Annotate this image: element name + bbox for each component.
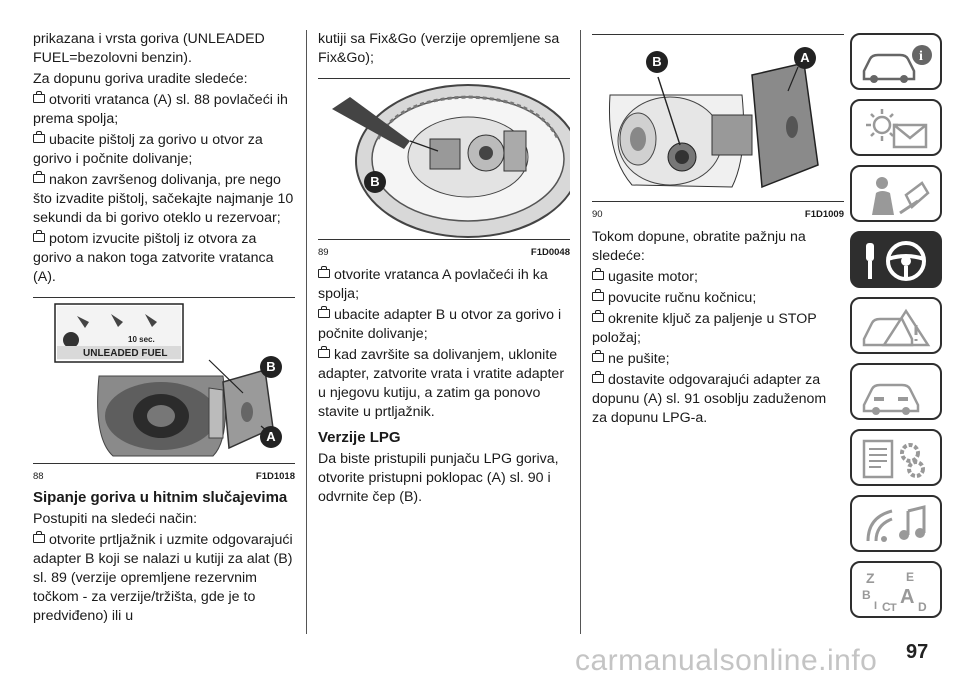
technical-data-icon [860, 437, 934, 481]
page-number: 97 [906, 641, 929, 663]
tab-warning-lights[interactable] [850, 99, 942, 156]
bullet-item: ugasite motor; [592, 268, 844, 287]
bullet-item: otvorite vratanca A povlačeći ih ka spolja; [318, 267, 548, 302]
bullet-item: dostavite odgovarajući adapter za dopunu (A) sl. 91 osoblju zaduženom za dopunu LPG-a. [592, 372, 827, 426]
callout-b: B [260, 356, 282, 378]
paragraph: kutiji sa Fix&Go (verzije opremljene sa Fix&Go); [318, 31, 560, 66]
bullet-icon [33, 534, 45, 543]
bullet-item: povucite ručnu kočnicu; [592, 289, 844, 308]
callout-b: B [646, 51, 668, 73]
warning-lights-message-icon [860, 107, 934, 151]
bullet-icon [33, 134, 45, 143]
figure-number: 88 [33, 471, 44, 482]
section-heading: Sipanje goriva u hitnim slučajevima [33, 489, 288, 506]
tab-multimedia[interactable] [850, 495, 942, 552]
figure-caption [33, 468, 295, 482]
bullet-item: kad završite sa dolivanjem, uklonite adapter, zatvorite vrata i vratite adapter u njegovu kutiju, a zatim ga ponovo stavite u prtljažnik. [318, 347, 565, 420]
callout-b: B [364, 171, 386, 193]
bullet-icon [318, 269, 330, 278]
tab-starting-driving[interactable] [850, 231, 942, 288]
index-letter: C [882, 600, 891, 613]
column-1 [33, 30, 295, 628]
maintenance-icon [860, 371, 934, 415]
bullet-icon [318, 349, 330, 358]
column-divider [580, 30, 581, 634]
paragraph: Tokom dopune, obratite pažnju na sledeće: [592, 229, 806, 264]
bullet-icon [592, 374, 604, 383]
index-letter: D [918, 600, 927, 613]
section-heading: Verzije LPG [318, 429, 401, 446]
bullet-icon [33, 233, 45, 242]
bullet-icon [592, 292, 604, 301]
figure-code: F1D0048 [530, 247, 570, 258]
sticker-label: UNLEADED FUEL [83, 348, 168, 359]
bullet-icon [318, 309, 330, 318]
tab-technical-data[interactable] [850, 429, 942, 486]
figure-number: 90 [592, 209, 603, 220]
figure-number: 89 [318, 247, 329, 258]
figure-caption [318, 244, 570, 258]
index-letter: A [900, 586, 915, 608]
bullet-icon [592, 313, 604, 322]
starting-driving-icon [860, 239, 934, 283]
index-icon [860, 569, 934, 613]
figure-88 [33, 297, 295, 464]
sticker-time: 10 sec. [128, 335, 155, 344]
multimedia-icon [860, 503, 934, 547]
fuel-door-illustration [33, 298, 295, 463]
bullet-item: ubacite adapter B u otvor za gorivo i počnite dolivanje; [318, 307, 562, 342]
figure-89 [318, 78, 570, 240]
paragraph: Za dopunu goriva uradite sledeće: [33, 71, 248, 87]
callout-a: A [260, 426, 282, 448]
paragraph: Postupiti na sledeći način: [33, 511, 198, 527]
tab-index[interactable] [850, 561, 942, 618]
figure-code: F1D1018 [255, 471, 295, 482]
bullet-icon [33, 94, 45, 103]
column-2 [318, 30, 570, 509]
index-letter: E [906, 570, 915, 584]
bullet-item: otvoriti vratanca (A) sl. 88 povlačeći ih prema spolja; [33, 92, 288, 127]
chapter-tabs [850, 33, 942, 627]
safety-airbag-icon [860, 173, 934, 217]
column-3 [592, 30, 844, 430]
tab-car-info[interactable] [850, 33, 942, 90]
car-info-icon [860, 41, 934, 85]
index-letter: I [874, 600, 878, 612]
spare-wheel-toolbox-illustration [318, 79, 570, 239]
bullet-icon [592, 353, 604, 362]
index-letter: Z [866, 570, 875, 586]
bullet-icon [33, 174, 45, 183]
tab-safety[interactable] [850, 165, 942, 222]
emergency-icon [860, 305, 934, 349]
tab-emergency[interactable] [850, 297, 942, 354]
column-divider [306, 30, 307, 634]
bullet-item: potom izvucite pištolj iz otvora za gorivo a nakon toga zatvorite vratanca (A). [33, 231, 274, 285]
bullet-item: nakon završenog dolivanja, pre nego što izvadite pištolj, sačekajte najmanje 10 sekundi da bi gorivo oteklo u rezervoar; [33, 172, 294, 226]
bullet-item: okrenite ključ za paljenje u STOP položaj; [592, 311, 817, 346]
bullet-icon [592, 271, 604, 280]
svg-text:i: i [919, 49, 923, 64]
figure-caption [592, 206, 844, 220]
bullet-item: otvorite prtljažnik i uzmite odgovarajući adapter B koji se nalazi u kutiji za alat (B) sl. 89 (verzije opremljene rezervnim točkom - za verzije/tržišta, gde je to predviđeno) ili u [33, 532, 293, 624]
paragraph: prikazana i vrsta goriva (UNLEADED FUEL=bezolovni benzin). [33, 31, 265, 66]
watermark: carmanualsonline.info [575, 644, 878, 677]
index-letter: B [862, 588, 871, 602]
figure-90 [592, 34, 844, 202]
figure-code: F1D1009 [804, 209, 844, 220]
tab-maintenance[interactable] [850, 363, 942, 420]
paragraph: Da biste pristupili punjaču LPG goriva, otvorite pristupni poklopac (A) sl. 90 i odvrnite čep (B). [318, 451, 559, 505]
bullet-item: ne pušite; [592, 350, 844, 369]
callout-a: A [794, 47, 816, 69]
index-letter: T [890, 602, 897, 613]
bullet-item: ubacite pištolj za gorivo u otvor za gorivo i počnite dolivanje; [33, 132, 263, 167]
